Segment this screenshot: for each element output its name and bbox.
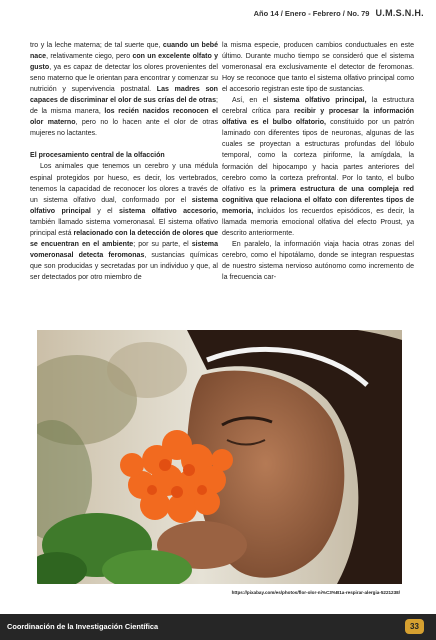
- text: , pero no lo hacen ante el olor de otras mujeres no lactantes.: [30, 119, 218, 138]
- footer-label: Coordinación de la Investigación Científica: [7, 622, 159, 631]
- page-footer: [0, 614, 436, 640]
- article-photo: [37, 330, 402, 584]
- bold-text: sistema olfativo principal: [30, 196, 218, 215]
- text: la estructura cerebral crítica para: [222, 97, 415, 116]
- paragraph: [222, 95, 414, 239]
- text: Los animales que tenemos un cerebro y una médula espinal protegidos por hueso, es decir, los vertebrados, tenemos la capacidad de reconocer los olores a través de un sistema olfativo dual, conformado por el: [30, 163, 218, 204]
- bold-text: recibir y procesar la información olfativa es el bulbo olfatorio,: [222, 108, 414, 127]
- bold-text: los recién nacidos reconocen el olor materno: [30, 108, 218, 127]
- text: Así, en el: [232, 97, 274, 105]
- text: ; de la misma manera,: [30, 97, 218, 116]
- paragraph: En paralelo, la información viaja hacia otras zonas del cerebro, como el hipotálamo, donde se integran respuestas de nuestro sistema nervioso autónomo como incremento de la frecuencia car-: [222, 240, 414, 281]
- bold-text: cuando un bebé nace: [30, 42, 219, 61]
- girl-smelling-flowers-image: [37, 330, 402, 584]
- text: , relativamente ciego, pero: [46, 53, 133, 61]
- right-column: [222, 40, 414, 283]
- issue-info: Año 14 / Enero - Febrero / No. 79: [253, 8, 370, 18]
- paragraph: la misma especie, producen cambios conductuales en este último. Durante mucho tiempo se consideró que el sistema vomeronasal era exclusivamente el detector de feromonas. Hoy se reconoce que tanto el sistema olfativo principal como el accesorio registran este tipo de sustancias.: [222, 42, 414, 94]
- bold-text: primera estructura de una compleja red cognitiva que relaciona el olfato con diferentes tipos de memoria,: [222, 185, 414, 215]
- bold-text: Las madres son capaces de discriminar el olor de sus crías del de otras: [30, 86, 218, 105]
- text: , ya es capaz de detectar los olores provenientes del seno materno que le orientan para encontrar y comenzar su nutrición y supervivencia postnatal.: [30, 64, 218, 94]
- text: y el: [90, 207, 120, 215]
- text: , sustancias químicas que son producidas y secretadas por un individuo y que, al ser detectados por otro miembro de: [30, 251, 218, 281]
- bold-text: sistema olfativo principal,: [273, 97, 367, 105]
- bold-text: con un excelente olfato y gusto: [30, 53, 218, 72]
- page-header: [254, 8, 424, 18]
- section-heading: El procesamiento central de la olfacción: [30, 152, 165, 160]
- text: ; por su parte, el: [133, 240, 192, 248]
- bold-text: sistema vomeronasal detecta feromonas: [30, 240, 218, 259]
- paragraph: [30, 161, 218, 283]
- left-column: [30, 40, 218, 283]
- text: constituido por un patrón laminado con diferentes tipos de neuronas, algunas de las cuales se proyectan a estructuras profundas del lóbulo temporal, como la corteza piriforme, la amígdala, la formación del hipocampo y hacia partes anteriores del cerebro como la corteza prefrontal. Por lo tanto, el bulbo olfativo es la: [222, 119, 414, 193]
- photo-credit: https://pixabay.com/es/photos/flor-olor-ni%C3%B1a-respirar-alergia-5221238/: [231, 590, 400, 595]
- paragraph: [30, 40, 218, 139]
- institution-name: U.M.S.N.H.: [375, 8, 424, 18]
- text: incluidos los recuerdos episódicos, es decir, la llamada memoria emocional olfativa del efecto Proust, ya descrito anteriormente.: [222, 207, 414, 237]
- bold-text: sistema olfativo accesorio,: [119, 207, 218, 215]
- text: tro y la leche materna; de tal suerte que,: [30, 42, 163, 49]
- text: también llamado sistema vomeronasal. El sistema olfativo principal está: [30, 218, 218, 237]
- page-number-badge: 33: [405, 619, 424, 634]
- bold-text: relacionado con la detección de olores que se encuentran en el ambiente: [30, 229, 218, 248]
